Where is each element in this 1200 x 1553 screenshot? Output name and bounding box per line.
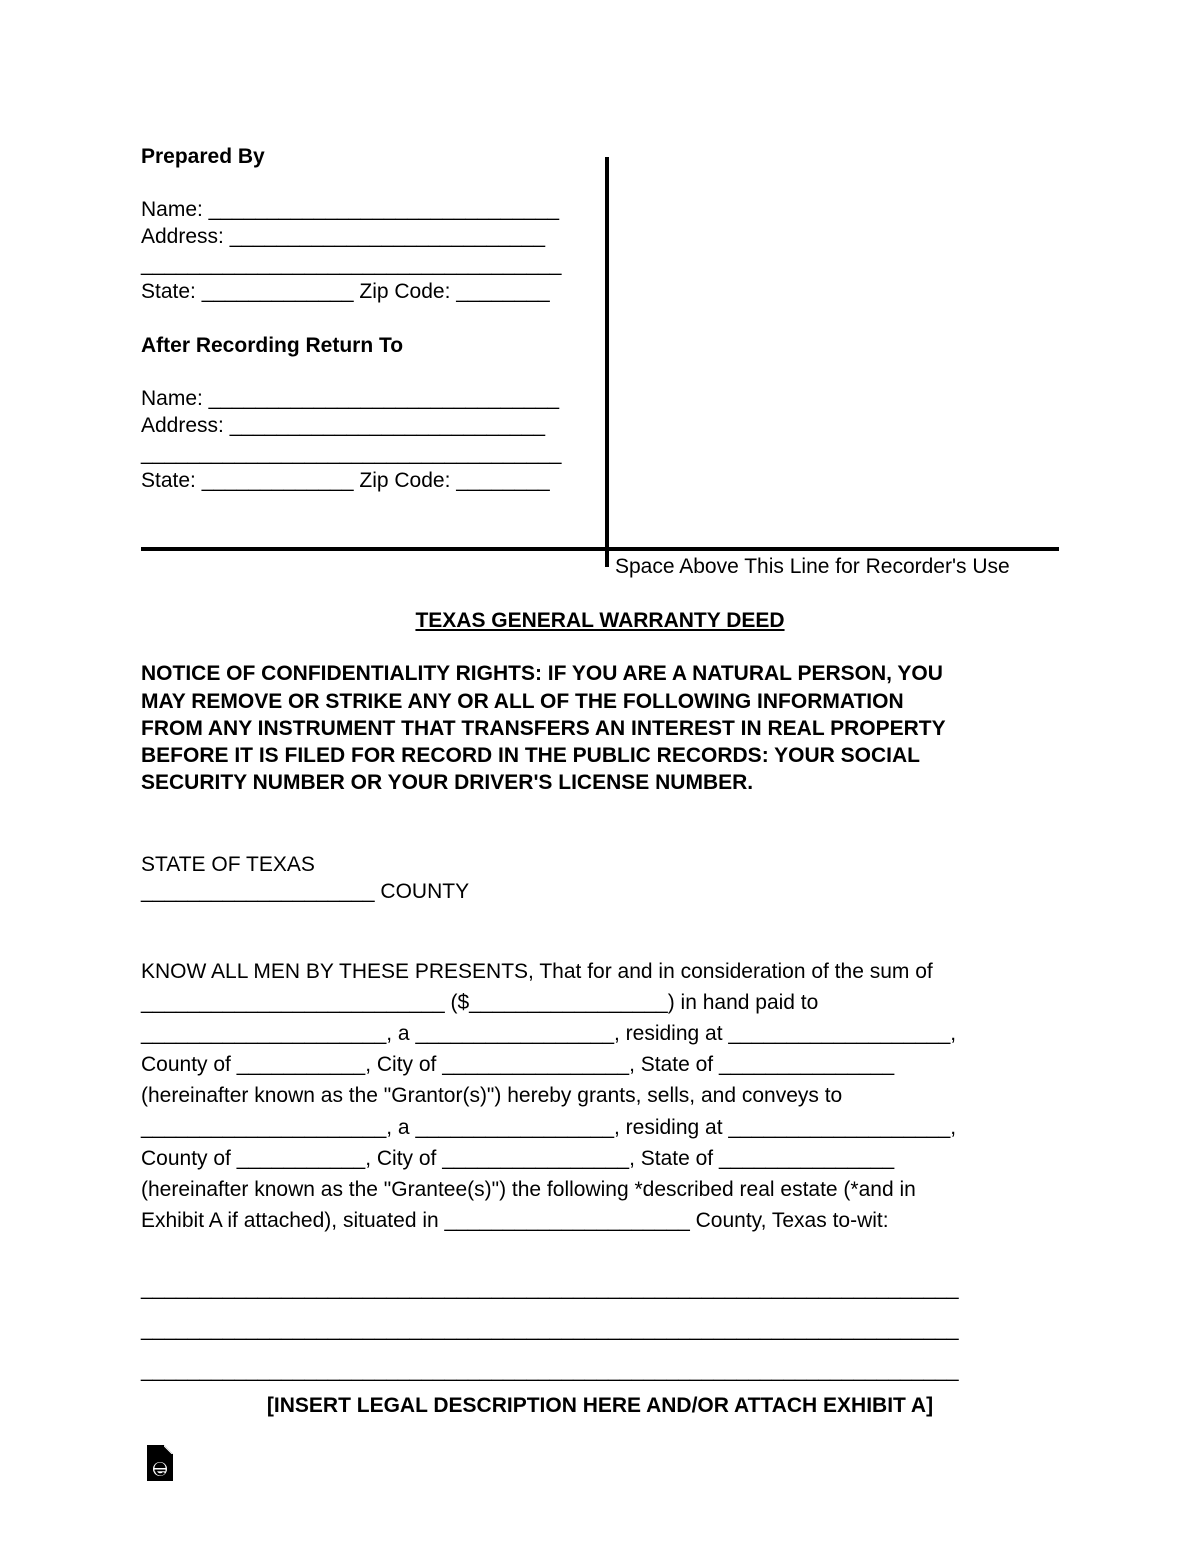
recorder-vertical-rule (605, 157, 609, 567)
return-to-heading: After Recording Return To (141, 334, 404, 357)
recorder-horizontal-rule (141, 547, 1059, 551)
legal-instruction: [INSERT LEGAL DESCRIPTION HERE AND/OR ATTACH EXHIBIT A] (266, 1394, 934, 1417)
eforms-logo-icon (147, 1445, 173, 1481)
prepared-by-name-field[interactable]: Name: ______________________________ (141, 198, 560, 221)
body-line-2[interactable]: __________________________ ($_________________) in hand paid to (141, 991, 819, 1014)
prepared-by-address-line2[interactable]: ____________________________________ (141, 253, 562, 276)
recorder-note: Space Above This Line for Recorder's Use (615, 555, 1010, 578)
return-to-address-field[interactable]: Address: ___________________________ (141, 414, 546, 437)
body-line-9[interactable]: Exhibit A if attached), situated in _____________________ County, Texas to-wit: (141, 1209, 889, 1232)
description-line-2[interactable]: ______________________________________________________________________ (141, 1318, 959, 1341)
body-line-1: KNOW ALL MEN BY THESE PRESENTS, That for and in consideration of the sum of (141, 960, 933, 983)
body-line-8: (hereinafter known as the "Grantee(s)") the following *described real estate (*and in (141, 1178, 916, 1201)
county-field[interactable]: ____________________ COUNTY (141, 880, 470, 903)
prepared-by-address-field[interactable]: Address: ___________________________ (141, 225, 546, 248)
description-line-3[interactable]: ______________________________________________________________________ (141, 1359, 959, 1382)
description-line-1[interactable]: ______________________________________________________________________ (141, 1277, 959, 1300)
notice-line-4: BEFORE IT IS FILED FOR RECORD IN THE PUBLIC RECORDS: YOUR SOCIAL (141, 744, 920, 767)
body-line-7[interactable]: County of ___________, City of ________________, State of _______________ (141, 1147, 895, 1170)
notice-line-3: FROM ANY INSTRUMENT THAT TRANSFERS AN INTEREST IN REAL PROPERTY (141, 717, 946, 740)
notice-line-5: SECURITY NUMBER OR YOUR DRIVER'S LICENSE NUMBER. (141, 771, 754, 794)
document-title: TEXAS GENERAL WARRANTY DEED (415, 609, 785, 632)
notice-line-2: MAY REMOVE OR STRIKE ANY OR ALL OF THE FOLLOWING INFORMATION (141, 690, 904, 713)
body-line-5: (hereinafter known as the "Grantor(s)") hereby grants, sells, and conveys to (141, 1084, 843, 1107)
state-line: STATE OF TEXAS (141, 853, 315, 876)
notice-line-1: NOTICE OF CONFIDENTIALITY RIGHTS: IF YOU ARE A NATURAL PERSON, YOU (141, 662, 943, 685)
body-line-6[interactable]: _____________________, a _________________, residing at ___________________, (141, 1116, 957, 1139)
body-line-3[interactable]: _____________________, a _________________, residing at ___________________, (141, 1022, 957, 1045)
return-to-name-field[interactable]: Name: ______________________________ (141, 387, 560, 410)
return-to-state-zip-field[interactable]: State: _____________ Zip Code: ________ (141, 469, 550, 492)
prepared-by-state-zip-field[interactable]: State: _____________ Zip Code: ________ (141, 280, 550, 303)
return-to-address-line2[interactable]: ____________________________________ (141, 442, 562, 465)
body-line-4[interactable]: County of ___________, City of ________________, State of _______________ (141, 1053, 895, 1076)
prepared-by-heading: Prepared By (141, 145, 265, 168)
